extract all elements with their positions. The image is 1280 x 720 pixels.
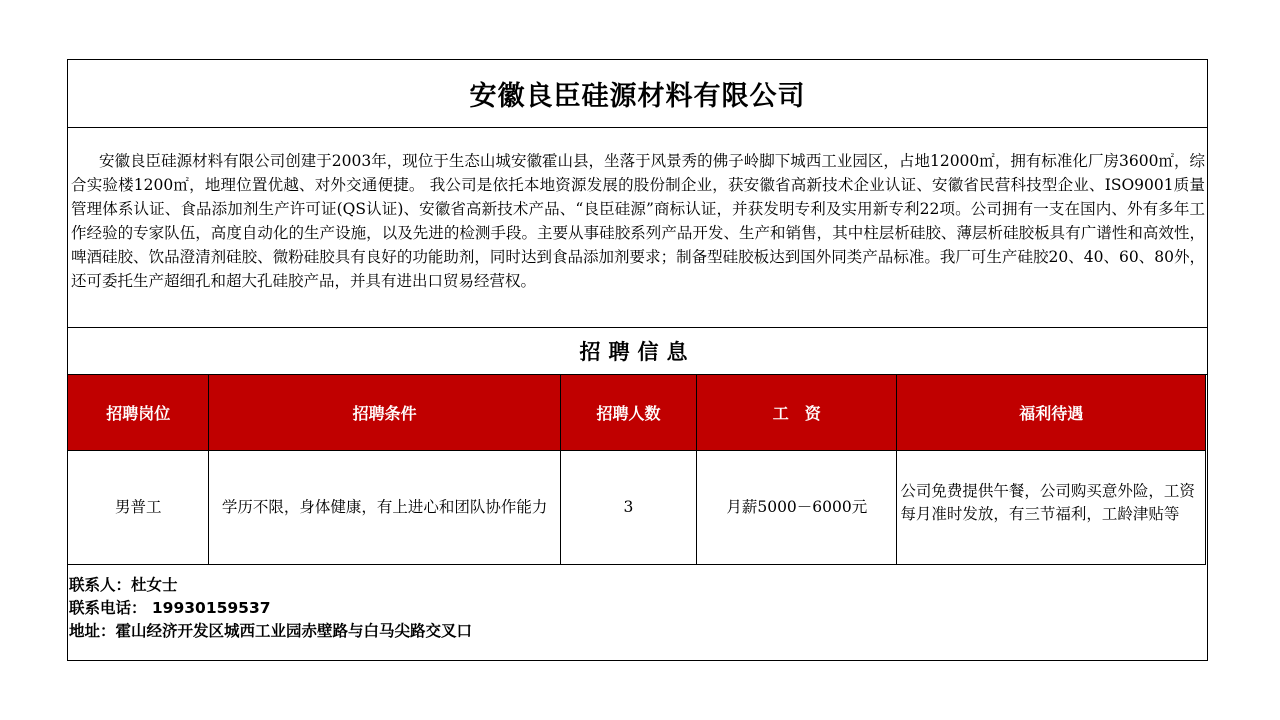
recruitment-sheet	[67, 59, 1208, 661]
header-salary: 工 资	[697, 375, 897, 451]
cell-position: 男普工	[68, 451, 209, 565]
company-title: 安徽良臣硅源材料有限公司	[469, 81, 806, 112]
company-intro-text: 安徽良臣硅源材料有限公司创建于2003年，现位于生态山城安徽霍山县，坐落于风景秀的佛子岭脚下城西工业园区，占地12000㎡，拥有标准化厂房3600㎡，综合实验楼1200㎡，地理位置优越、对外交通便捷。 我公司是依托本地资源发展的股份制企业，获安徽省高新技术企业认证、安徽省民营科技型企业、ISO9001质量管理体系认证、食品添加剂生产许可证(QS认证)、安徽省高新技术产品、“良臣硅源”商标认证，并获发明专利及实用新专利22项。公司拥有一支在国内、外有多年工作经验的专家队伍，高度自动化的生产设施，以及先进的检测手段。主要从事硅胶系列产品开发、生产和销售，其中柱层析硅胶、薄层析硅胶板具有广谱性和高效性，啤酒硅胶、饮品澄清剂硅胶、微粉硅胶具有良好的功能助剂，同时达到食品添加剂要求；制备型硅胶板达到国外同类产品标准。我厂可生产硅胶20、40、60、80外，还可委托生产超细孔和超大孔硅胶产品，并具有进出口贸易经营权。	[71, 152, 1205, 290]
contact-phone: 联系电话： 19930159537	[69, 599, 271, 617]
company-title-row	[68, 60, 1207, 128]
contact-person: 联系人：杜女士	[69, 576, 178, 594]
cell-salary: 月薪5000－6000元	[697, 451, 897, 565]
cell-benefits: 公司免费提供午餐，公司购买意外险，工资每月准时发放，有三节福利，工龄津贴等	[897, 451, 1206, 565]
recruit-title: 招聘信息	[579, 340, 696, 364]
header-requirements: 招聘条件	[209, 375, 560, 451]
header-position: 招聘岗位	[68, 375, 209, 451]
table-row	[68, 451, 1206, 565]
cell-requirements: 学历不限，身体健康，有上进心和团队协作能力	[209, 451, 560, 565]
recruit-title-row	[68, 328, 1207, 375]
cell-count: 3	[560, 451, 696, 565]
header-benefits: 福利待遇	[897, 375, 1206, 451]
contact-section	[69, 574, 472, 643]
company-intro-section	[68, 127, 1207, 328]
table-header-row	[68, 375, 1206, 451]
contact-address: 地址：霍山经济开发区城西工业园赤壁路与白马尖路交叉口	[69, 622, 473, 640]
header-count: 招聘人数	[560, 375, 696, 451]
recruitment-table	[67, 374, 1206, 565]
